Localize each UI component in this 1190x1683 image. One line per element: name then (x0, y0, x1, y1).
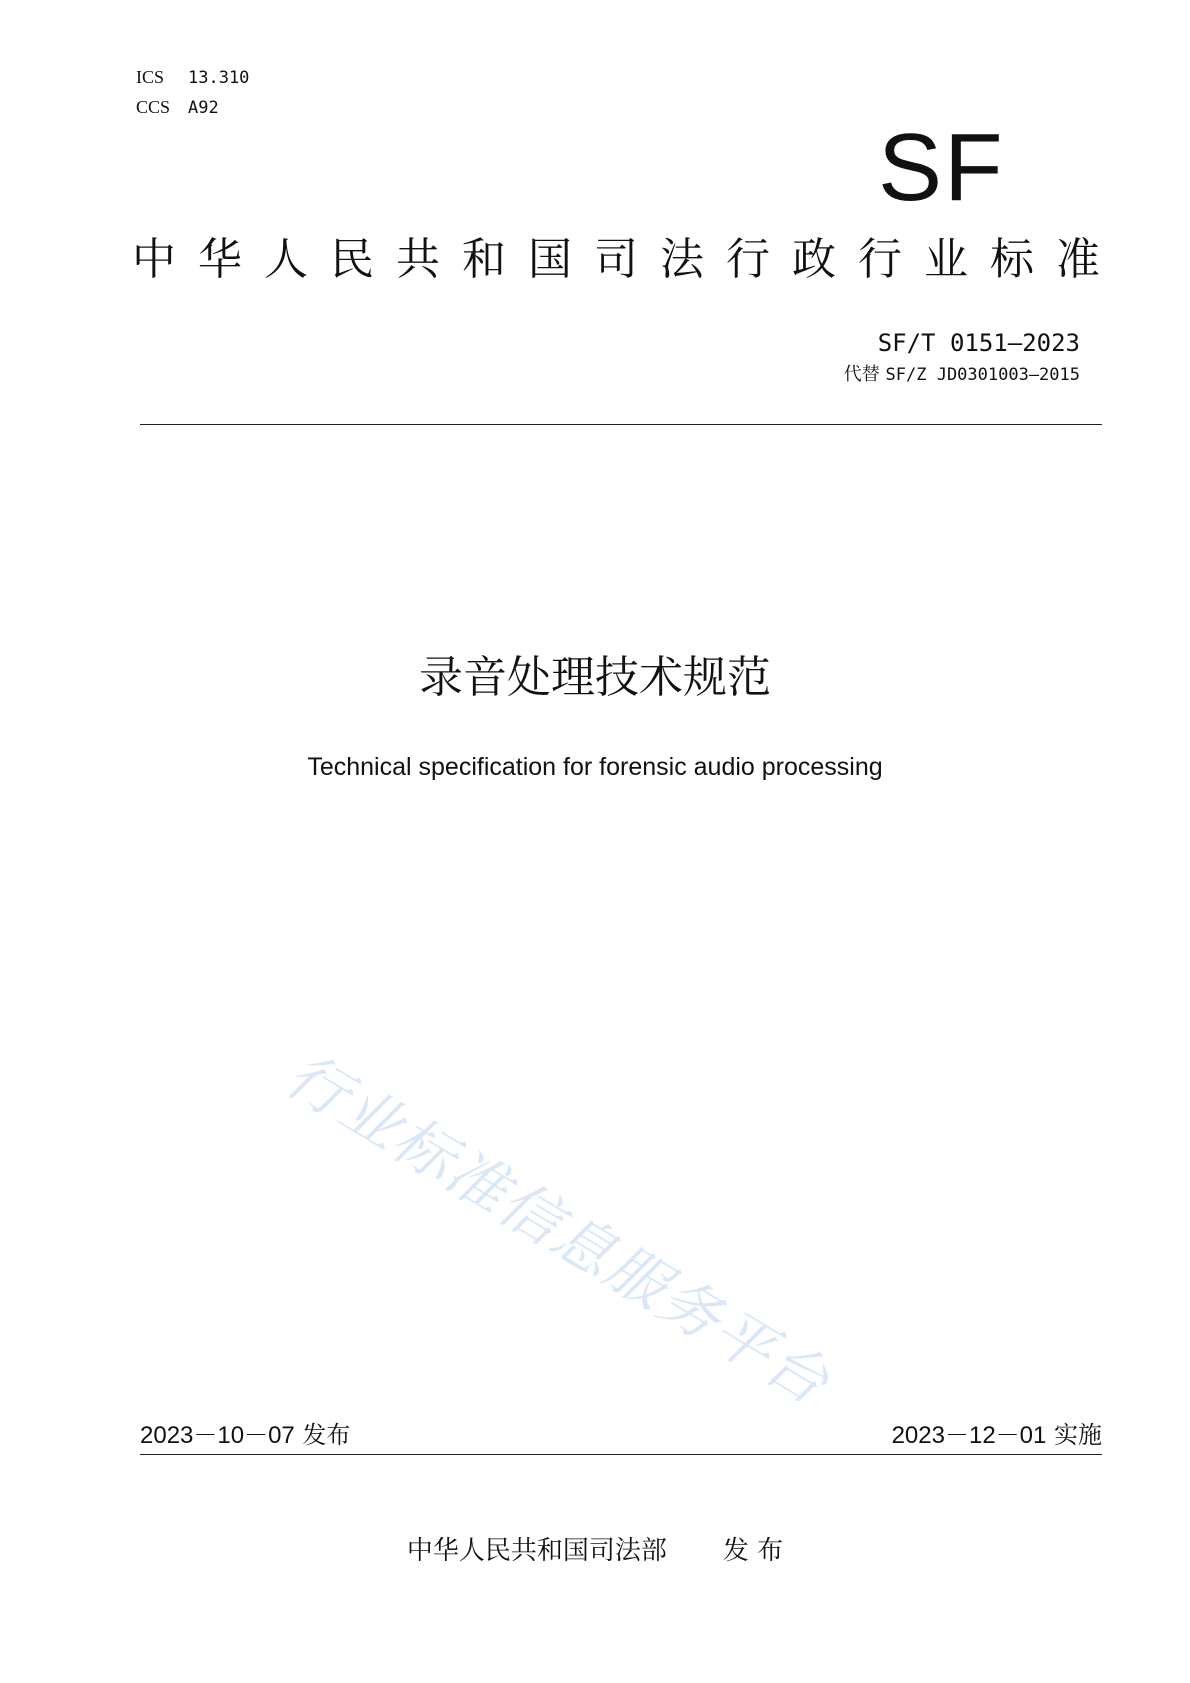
standard-title-char: 中 (132, 234, 176, 285)
ccs-code (136, 96, 219, 119)
standard-title-char: 民 (330, 234, 374, 285)
standard-title-char: 华 (198, 234, 242, 285)
standard-title-char: 司 (594, 234, 638, 285)
standard-title-char: 法 (660, 234, 704, 285)
standard-title-char: 行 (858, 234, 902, 285)
ccs-label: CCS (136, 97, 171, 117)
standard-title-char: 准 (1056, 234, 1100, 285)
ics-value: 13.310 (188, 68, 250, 88)
standard-title-char: 人 (264, 234, 308, 285)
publisher-action: 发 布 (722, 1536, 784, 1566)
ccs-value: A92 (188, 98, 219, 118)
replaces-note (844, 364, 1080, 386)
publisher (0, 1535, 1190, 1567)
watermark: 行业标准信息服务平台 (273, 1040, 842, 1420)
implement-date-label: 实施 (1054, 1421, 1102, 1449)
document-subtitle-en: Technical specification for forensic audio processing (307, 753, 883, 781)
sf-logo: SF (878, 114, 1005, 221)
footer-divider (140, 1454, 1102, 1455)
standard-code: SF/T 0151—2023 (877, 329, 1080, 357)
standard-title-char: 行 (726, 234, 770, 285)
publisher-org: 中华人民共和国司法部 (406, 1536, 667, 1566)
issue-date (140, 1420, 350, 1451)
issue-date-value: 2023－10－07 (140, 1422, 295, 1449)
standard-title-char: 共 (396, 234, 440, 285)
issue-date-label: 发布 (302, 1421, 351, 1449)
standard-title-char: 政 (792, 234, 836, 285)
replaces-label: 代替 (843, 364, 880, 385)
standard-title-char: 和 (462, 234, 506, 285)
standard-title-char: 标 (990, 234, 1034, 285)
implement-date-value: 2023－12－01 (891, 1422, 1047, 1449)
standard-title-char: 业 (924, 234, 968, 285)
ics-code (136, 66, 249, 89)
ics-label: ICS (136, 67, 165, 87)
standard-category-title (132, 232, 1100, 288)
implement-date (892, 1420, 1102, 1451)
replaces-code: SF/Z JD0301003—2015 (885, 365, 1080, 385)
standard-title-char: 国 (528, 234, 572, 285)
header-divider (140, 424, 1102, 425)
document-title: 录音处理技术规范 (419, 652, 771, 703)
